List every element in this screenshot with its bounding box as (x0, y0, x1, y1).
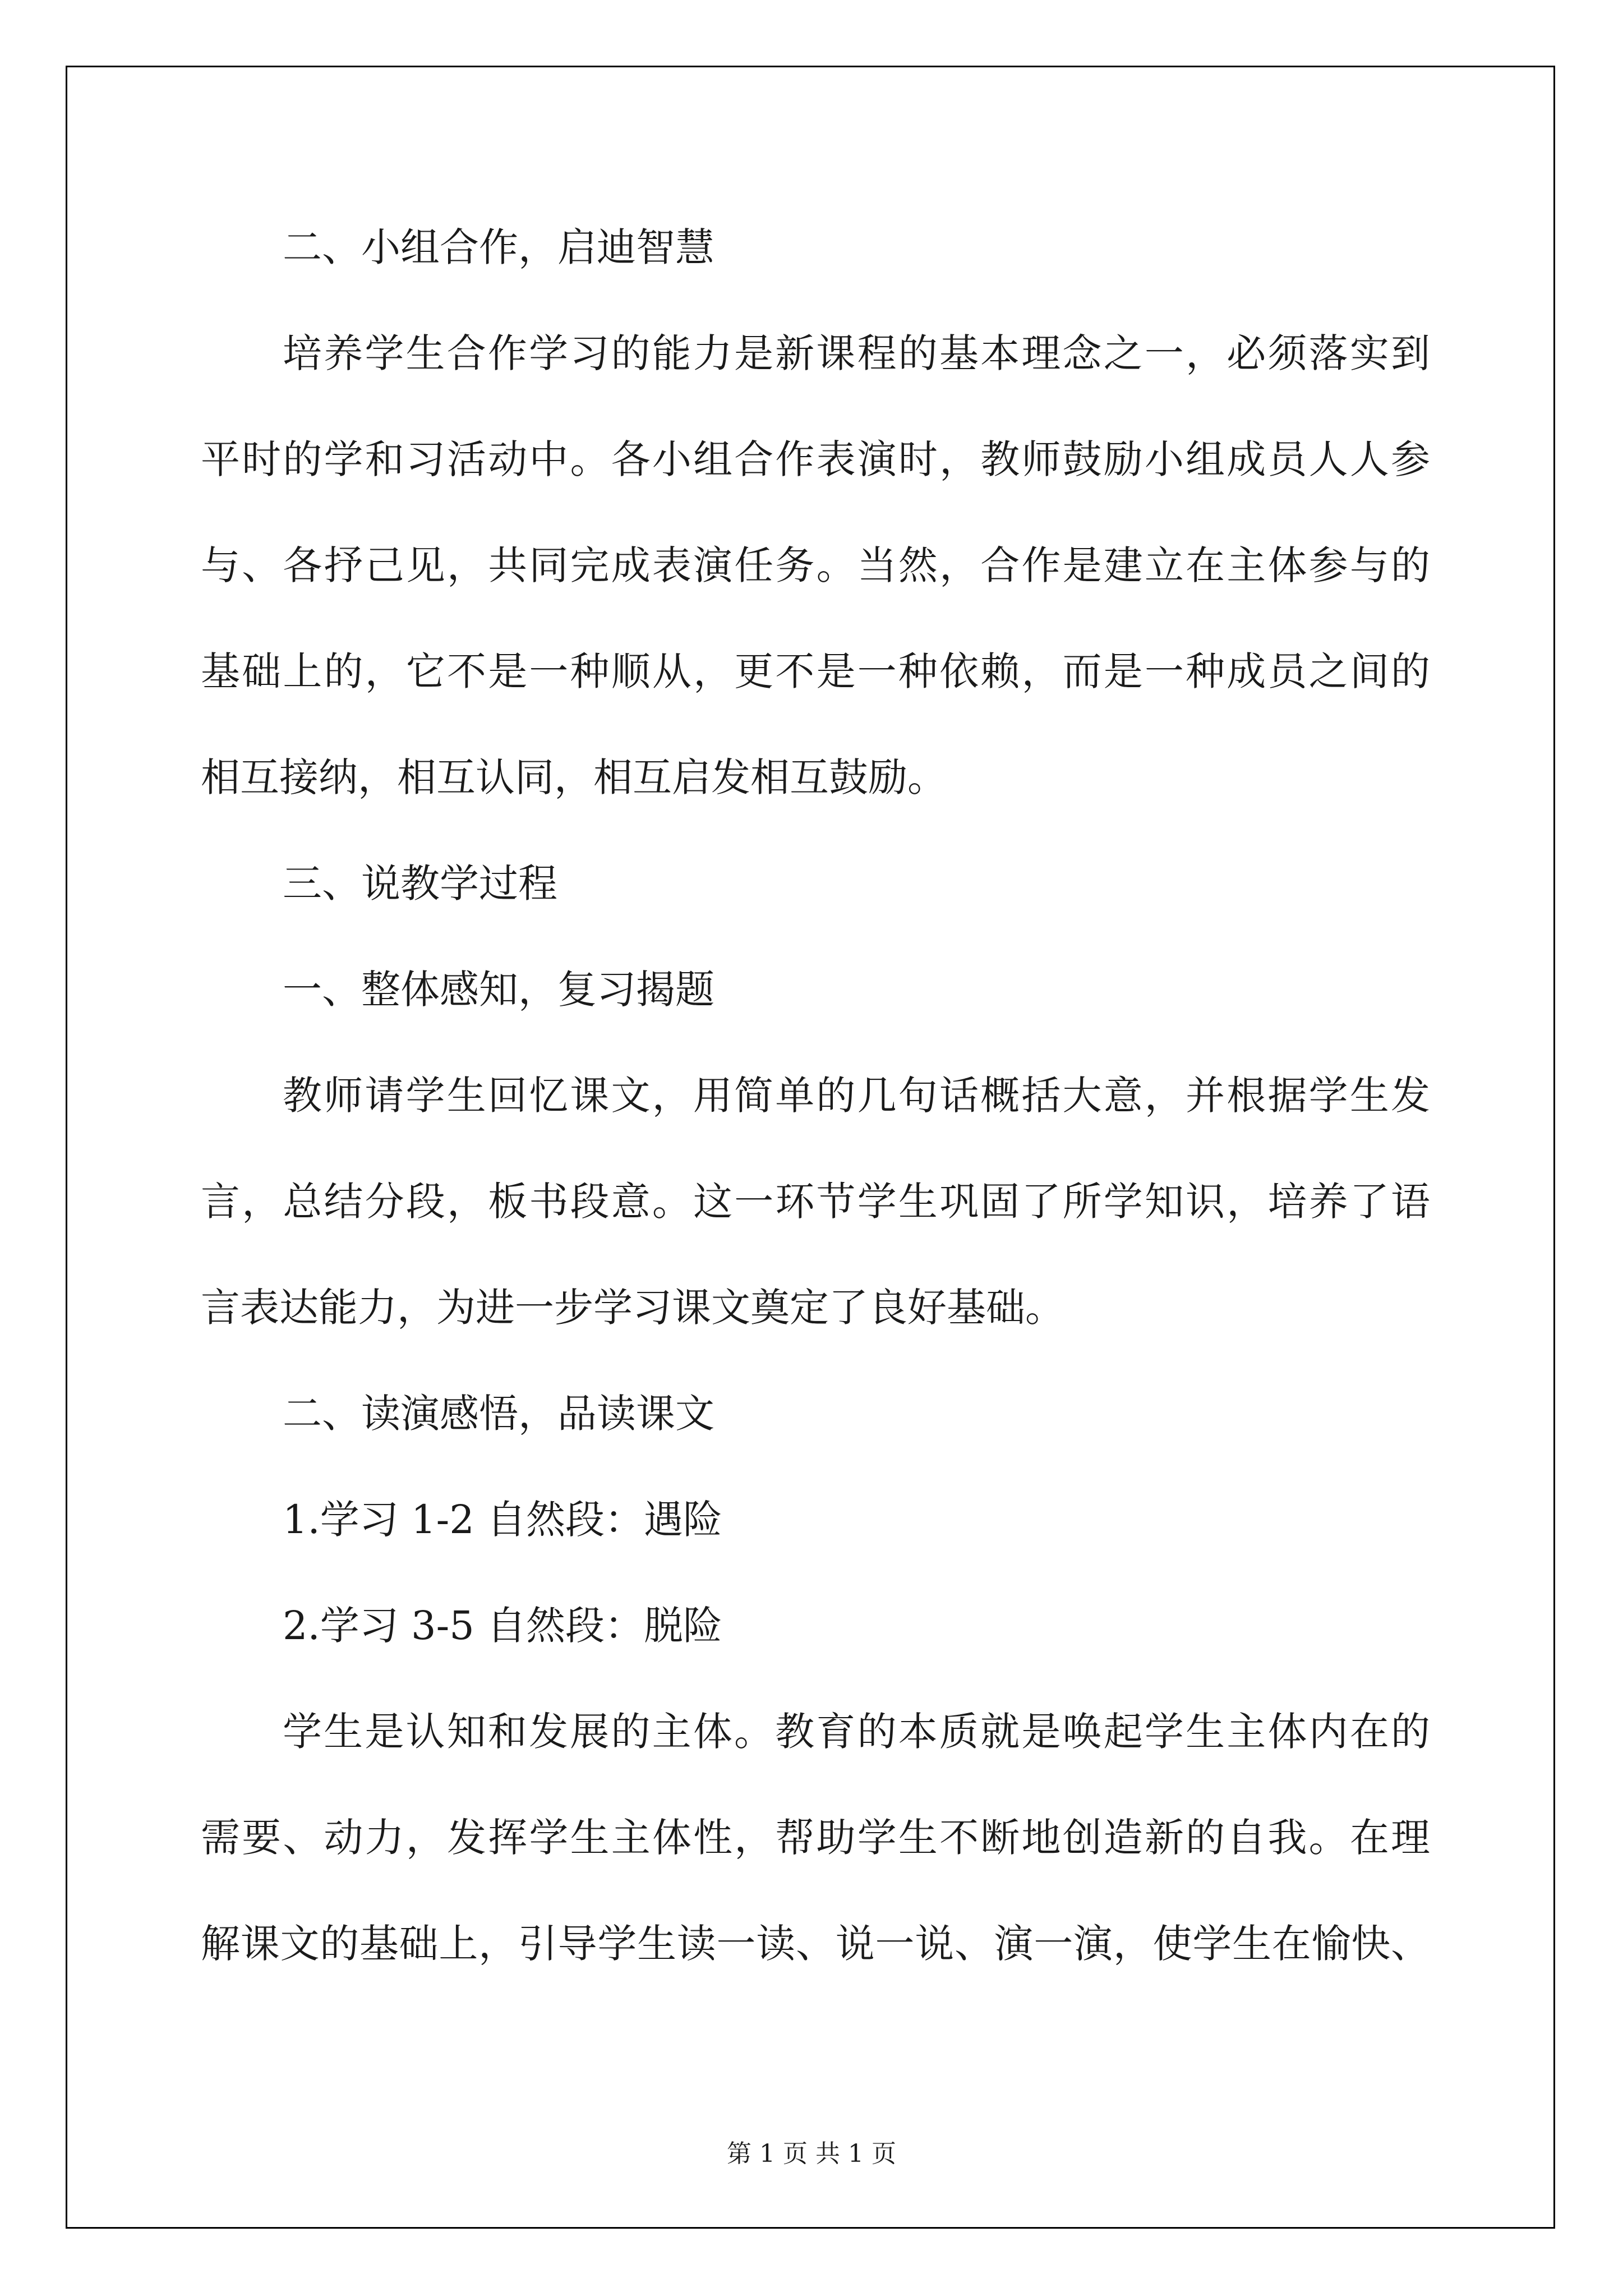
section-heading: 一、整体感知，复习揭题 (283, 967, 714, 1013)
paragraph-line: 培养学生合作学习的能力是新课程的基本理念之一，必须落实到 (283, 330, 1430, 376)
paragraph-line: 教师请学生回忆课文，用简单的几句话概括大意，并根据学生发 (283, 1073, 1430, 1119)
paragraph-line: 需要、动力，发挥学生主体性，帮助学生不断地创造新的自我。在理 (201, 1815, 1430, 1861)
list-item: 2.学习 3-5 自然段：脱险 (283, 1603, 723, 1649)
section-heading: 三、说教学过程 (283, 861, 557, 907)
list-item: 1.学习 1-2 自然段：遇险 (283, 1497, 723, 1543)
page-number-footer: 第 1 页 共 1 页 (727, 2139, 896, 2168)
paragraph-line: 解课文的基础上，引导学生读一读、说一说、演一演，使学生在愉快、 (201, 1921, 1430, 1967)
paragraph-line: 学生是认知和发展的主体。教育的本质就是唤起学生主体内在的 (283, 1709, 1430, 1755)
section-heading: 二、读演感悟，品读课文 (283, 1391, 714, 1437)
page-border (66, 66, 1555, 2229)
paragraph-line: 基础上的，它不是一种顺从，更不是一种依赖，而是一种成员之间的 (201, 648, 1430, 694)
paragraph-line: 言表达能力，为进一步学习课文奠定了良好基础。 (201, 1285, 1064, 1331)
paragraph-line: 言，总结分段，板书段意。这一环节学生巩固了所学知识，培养了语 (201, 1179, 1430, 1225)
paragraph-line: 相互接纳，相互认同，相互启发相互鼓励。 (201, 754, 947, 800)
paragraph-line: 平时的学和习活动中。各小组合作表演时，教师鼓励小组成员人人参 (201, 436, 1430, 482)
paragraph-line: 与、各抒己见，共同完成表演任务。当然，合作是建立在主体参与的 (201, 542, 1430, 588)
section-heading: 二、小组合作，启迪智慧 (283, 224, 714, 270)
